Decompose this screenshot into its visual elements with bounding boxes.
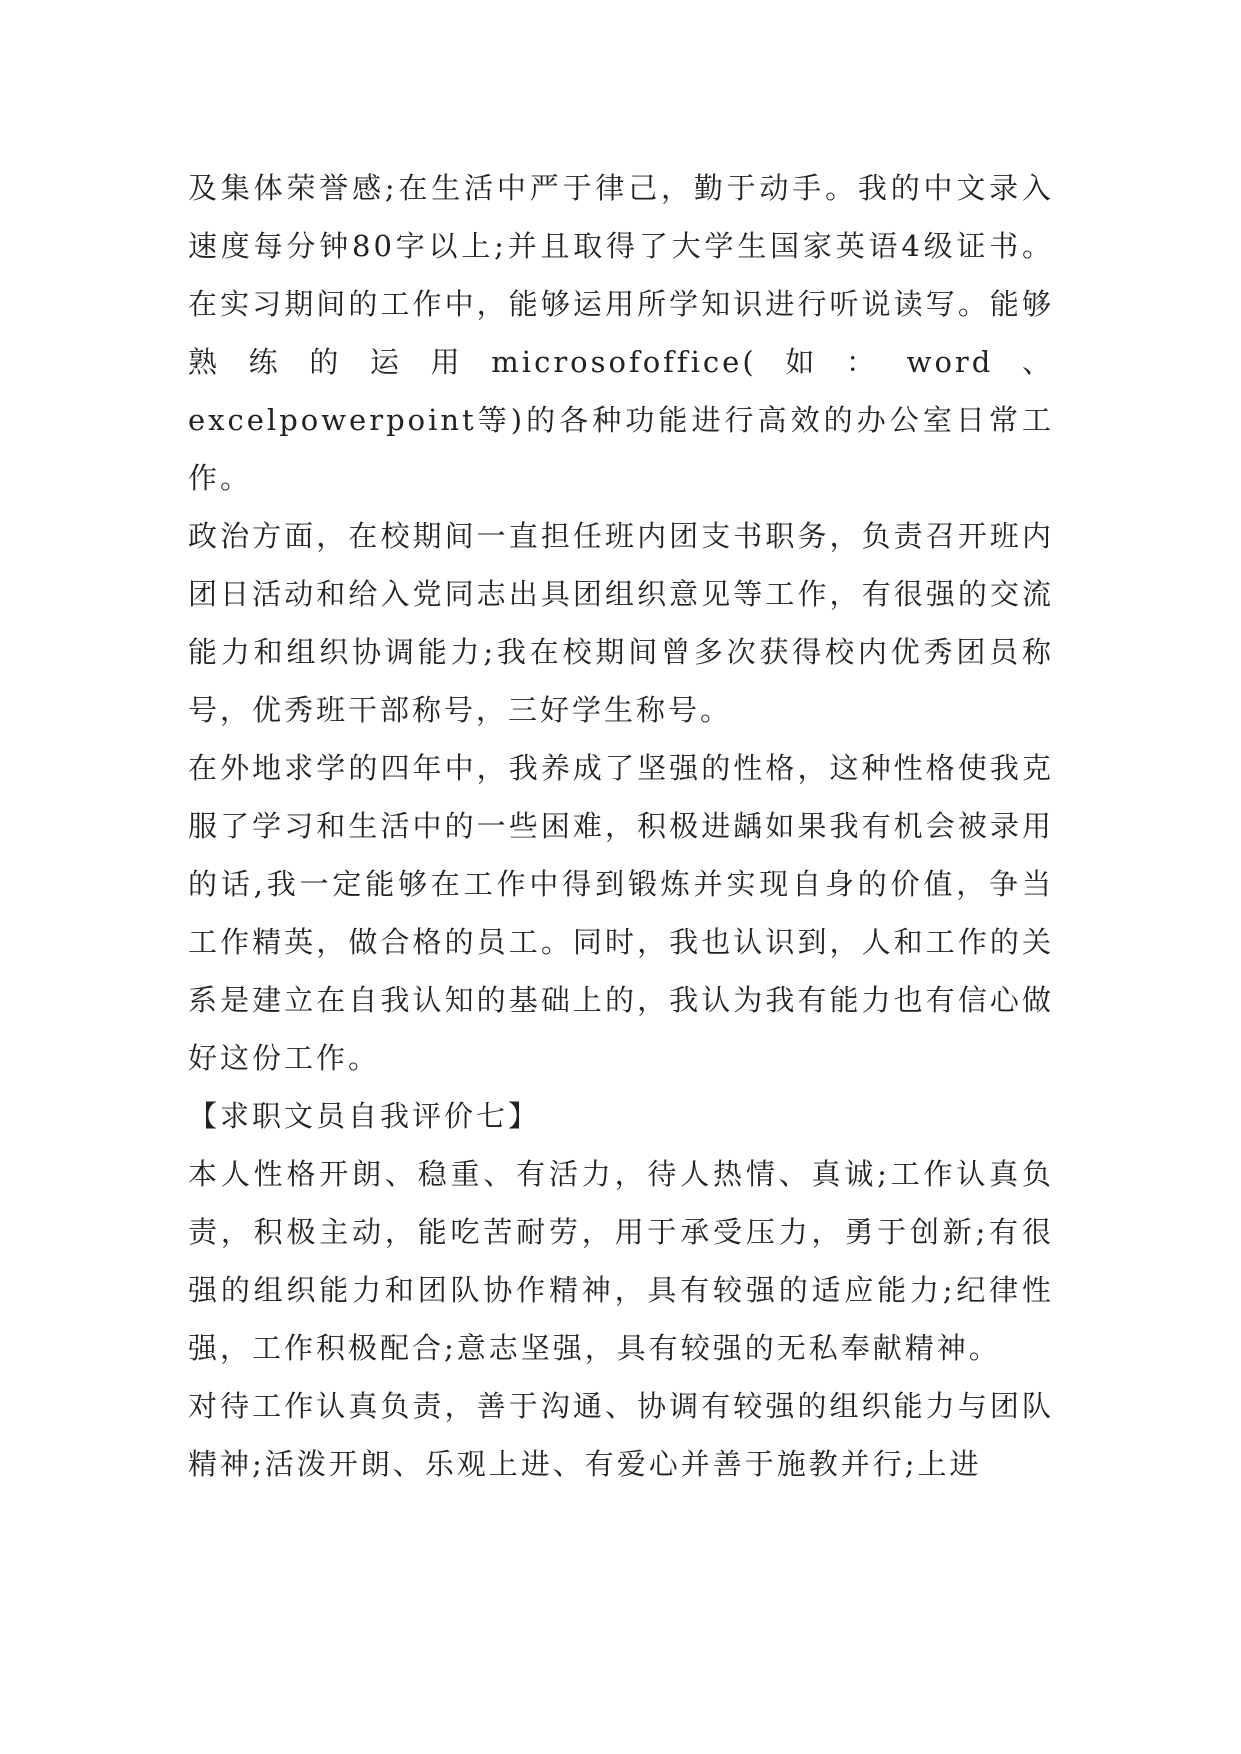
- paragraph-skills: 及集体荣誉感;在生活中严于律己，勤于动手。我的中文录入速度每分钟80字以上;并且取得了大学生国家英语4级证书。在实习期间的工作中，能够运用所学知识进行听说读写。能够熟练的运用microsofoffice(如：word、excelpowerpoint等)的各种功能进行高效的办公室日常工作。: [188, 171, 1054, 495]
- paragraph-character: 在外地求学的四年中，我养成了坚强的性格，这种性格使我克服了学习和生活中的一些困难，积极进龋如果我有机会被录用的话,我一定能够在工作中得到锻炼并实现自身的价值，争当工作精英，做合格的员工。同时，我也认识到，人和工作的关系是建立在自我认知的基础上的，我认为我有能力也有信心做好这份工作。: [188, 751, 1054, 1075]
- paragraph-personality: 本人性格开朗、稳重、有活力，待人热情、真诚;工作认真负责，积极主动，能吃苦耐劳，用于承受压力，勇于创新;有很强的组织能力和团队协作精神，具有较强的适应能力;纪律性强，工作积极配合;意志坚强，具有较强的无私奉献精神。: [188, 1157, 1054, 1365]
- paragraph-work-attitude: 对待工作认真负责，善于沟通、协调有较强的组织能力与团队精神;活泼开朗、乐观上进、有爱心并善于施教并行;上进: [188, 1389, 1054, 1481]
- section-heading: 【求职文员自我评价七】: [188, 1099, 541, 1133]
- paragraph-politics: 政治方面，在校期间一直担任班内团支书职务，负责召开班内团日活动和给入党同志出具团组织意见等工作，有很强的交流能力和组织协调能力;我在校期间曾多次获得校内优秀团员称号，优秀班干部称号，三好学生称号。: [188, 519, 1054, 727]
- document-body: [188, 159, 1054, 1493]
